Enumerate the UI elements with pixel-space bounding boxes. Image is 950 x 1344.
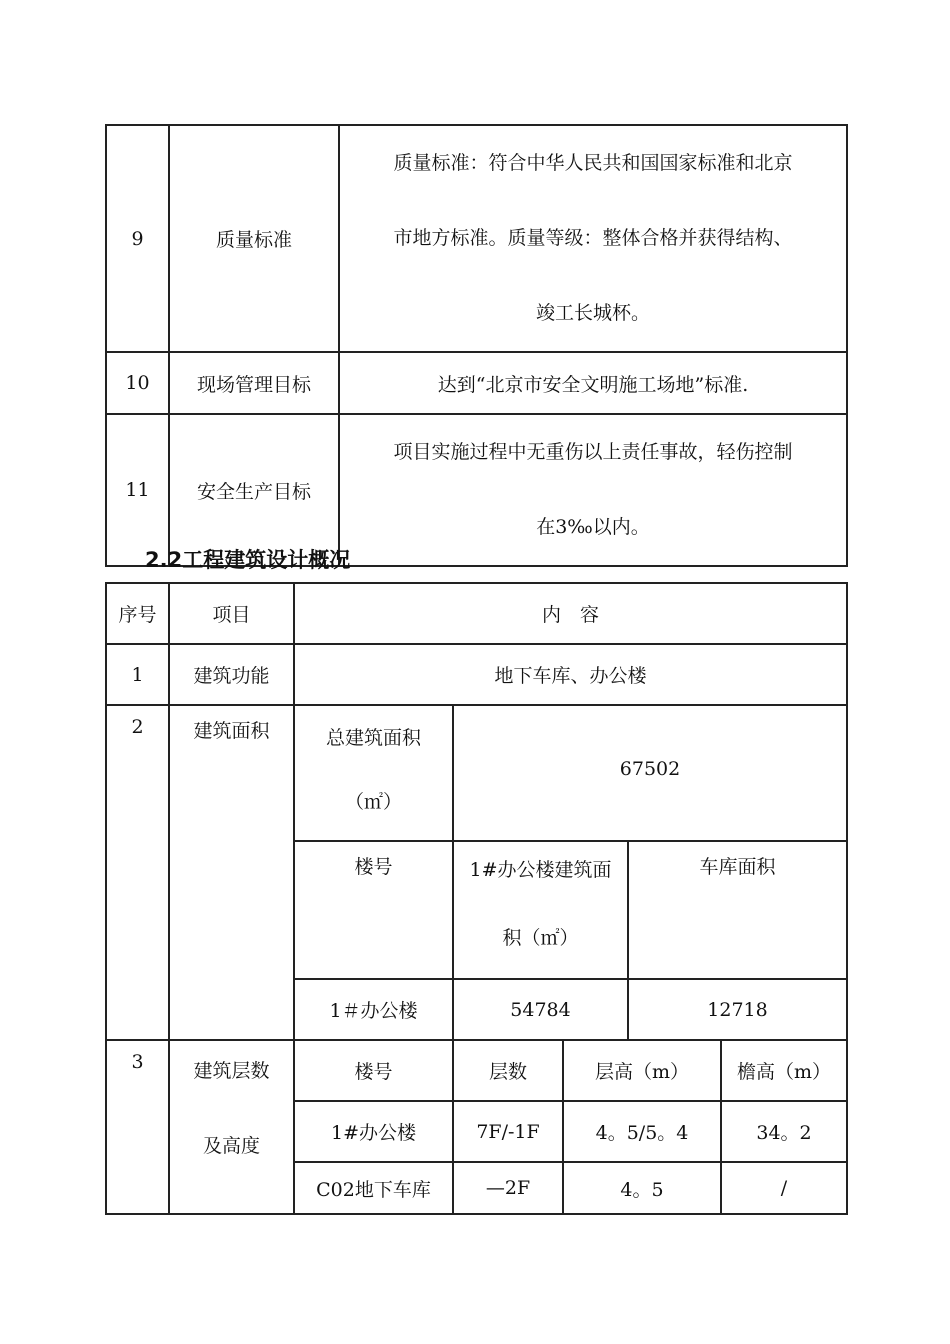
content-line: 达到“北京市安全文明施工场地”标准. (437, 373, 749, 396)
header-eave-height: 檐高（m） (721, 1040, 847, 1101)
row-content: 地下车库、办公楼 (294, 644, 847, 705)
row-item: 质量标准 (169, 125, 339, 352)
table-header-row (106, 583, 847, 644)
building-name: 1#办公楼 (294, 1101, 453, 1162)
label-line: 建筑层数 (193, 1060, 270, 1082)
garage-area-value: 12718 (628, 979, 847, 1040)
row-number: 3 (106, 1040, 169, 1214)
header-floor-height: 层高（m） (563, 1040, 721, 1101)
content-line: 竣工长城杯。 (535, 302, 650, 324)
eave-height-value: / (721, 1162, 847, 1214)
label-line: 总建筑面积 (325, 727, 421, 749)
building-name: C02地下车库 (294, 1162, 453, 1214)
header-item: 项目 (169, 583, 294, 644)
content-line: 质量标准：符合中华人民共和国国家标准和北京 (393, 152, 793, 174)
floors-value: —2F (453, 1162, 563, 1214)
header-garage-area: 车库面积 (628, 841, 847, 979)
row-number: 11 (106, 414, 169, 566)
content-line: 项目实施过程中无重伤以上责任事故，轻伤控制 (393, 441, 793, 463)
header-no: 序号 (106, 583, 169, 644)
project-targets-table (105, 124, 848, 567)
floor-height-value: 4。5 (563, 1162, 721, 1214)
label-line: （㎡） (344, 791, 402, 813)
total-area-value: 67502 (453, 705, 847, 841)
row-content (339, 352, 847, 414)
row-item: 安全生产目标 (169, 414, 339, 566)
row-item (169, 1040, 294, 1214)
label-line: 积（㎡） (502, 927, 579, 949)
header-building: 楼号 (294, 1040, 453, 1101)
content-line: 市地方标准。质量等级：整体合格并获得结构、 (393, 227, 793, 249)
table-row (106, 125, 847, 352)
floor-height-value: 4。5/5。4 (563, 1101, 721, 1162)
row-number: 10 (106, 352, 169, 414)
content-line: 在3‰以内。 (536, 516, 650, 538)
office-area-value: 54784 (453, 979, 628, 1040)
header-content: 内 容 (294, 583, 847, 644)
label-line: 1#办公楼建筑面 (469, 859, 612, 881)
row-content (339, 414, 847, 566)
row-item: 建筑功能 (169, 644, 294, 705)
table-row (106, 705, 847, 841)
building-name: 1＃办公楼 (294, 979, 453, 1040)
total-area-label (294, 705, 453, 841)
header-office-area (453, 841, 628, 979)
row-number: 2 (106, 705, 169, 1040)
row-number: 9 (106, 125, 169, 352)
eave-height-value: 34。2 (721, 1101, 847, 1162)
building-design-table (105, 582, 848, 1215)
table-row (106, 644, 847, 705)
row-number: 1 (106, 644, 169, 705)
table-row (106, 1040, 847, 1101)
header-floors: 层数 (453, 1040, 563, 1101)
label-line: 及高度 (202, 1135, 260, 1157)
table-row (106, 352, 847, 414)
row-item: 建筑面积 (169, 705, 294, 1040)
header-building: 楼号 (294, 841, 453, 979)
floors-value: 7F/-1F (453, 1101, 563, 1162)
row-item: 现场管理目标 (169, 352, 339, 414)
section-heading: 2.2工程建筑设计概况 (145, 548, 351, 572)
row-content (339, 125, 847, 352)
